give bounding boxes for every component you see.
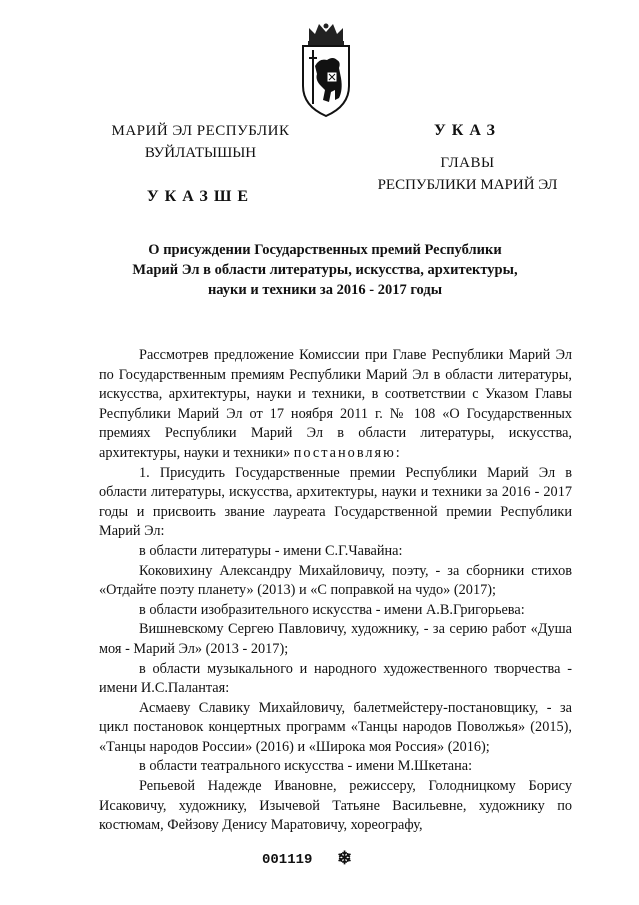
footer-mark-icon: ❄ bbox=[337, 848, 353, 868]
decree-word: постановляю: bbox=[293, 444, 402, 461]
header-left bbox=[108, 120, 293, 208]
literature-heading: в области литературы - имени С.Г.Чавайна: bbox=[139, 542, 403, 559]
preamble bbox=[99, 346, 572, 464]
header-left-line1: МАРИЙ ЭЛ РЕСПУБЛИК bbox=[111, 123, 290, 139]
title-line1: О присуждении Государственных премий Республики bbox=[148, 242, 502, 258]
document-number: 001119 bbox=[262, 852, 313, 868]
decree-title bbox=[100, 240, 550, 300]
title-line3: науки и техники за 2016 - 2017 годы bbox=[207, 282, 443, 298]
fine-art-award: Вишневскому Сергею Павловичу, художнику, - за серию работ «Душа моя - Марий Эл» (2013 - 2017); bbox=[99, 621, 572, 657]
header-right-title: УКАЗ bbox=[434, 122, 501, 139]
header-right-line1: ГЛАВЫ bbox=[440, 155, 495, 171]
preamble-text: Рассмотрев предложение Комиссии при Главе Республики Марий Эл по Государственным премиям Республики Марий Эл в области литературы, искусства, архитектуры, науки и техники, в соответствии с Указом Главы Республики Марий Эл от 17 ноября 2011 г. № 108 «О Государственных премиях Республики Марий Эл в области литературы, искусства, архитектуры, науки и техники» bbox=[99, 347, 572, 461]
header-right-line2: РЕСПУБЛИКИ МАРИЙ ЭЛ bbox=[377, 177, 558, 193]
item-1: 1. Присудить Государственные премии Республики Марий Эл в области литературы, искусства, архитектуры, науки и техники за 2016 - 2017 годы и присвоить звание лауреата Государственной премии Республики Марий Эл: bbox=[99, 464, 572, 540]
decree-body bbox=[99, 346, 572, 836]
literature-award: Коковихину Александру Михайловичу, поэту, - за сборники стихов «Отдайте поэту планету» (2013) и «С поправкой на чудо» (2017); bbox=[99, 562, 572, 599]
header-left-line2: ВУЙЛАТЫШЫН bbox=[144, 145, 257, 161]
theatre-heading: в области театрального искусства - имени М.Шкетана: bbox=[139, 758, 473, 775]
coat-of-arms-icon bbox=[295, 20, 357, 120]
music-award: Асмаеву Славику Михайловичу, балетмейстеру-постановщику, - за цикл постановок концертных программ «Танцы народов Поволжья» (2015), «Танцы народов России» (2016) и «Широка моя Россия» (2016); bbox=[99, 699, 572, 755]
fine-art-heading: в области изобразительного искусства - имени А.В.Григорьева: bbox=[139, 601, 525, 618]
music-heading: в области музыкального и народного художественного творчества - имени И.С.Палантая: bbox=[99, 660, 572, 697]
theatre-award: Репьевой Надежде Ивановне, режиссеру, Голодницкому Борису Исаковичу, художнику, Изычевой Татьяне Васильевне, художнику по костюмам, Фейзову Денису Маратовичу, хореографу, bbox=[99, 778, 572, 834]
header-left-title: УКАЗШЕ bbox=[146, 188, 255, 205]
header-right bbox=[360, 120, 575, 196]
title-line2: Марий Эл в области литературы, искусства, архитектуры, bbox=[132, 262, 518, 278]
